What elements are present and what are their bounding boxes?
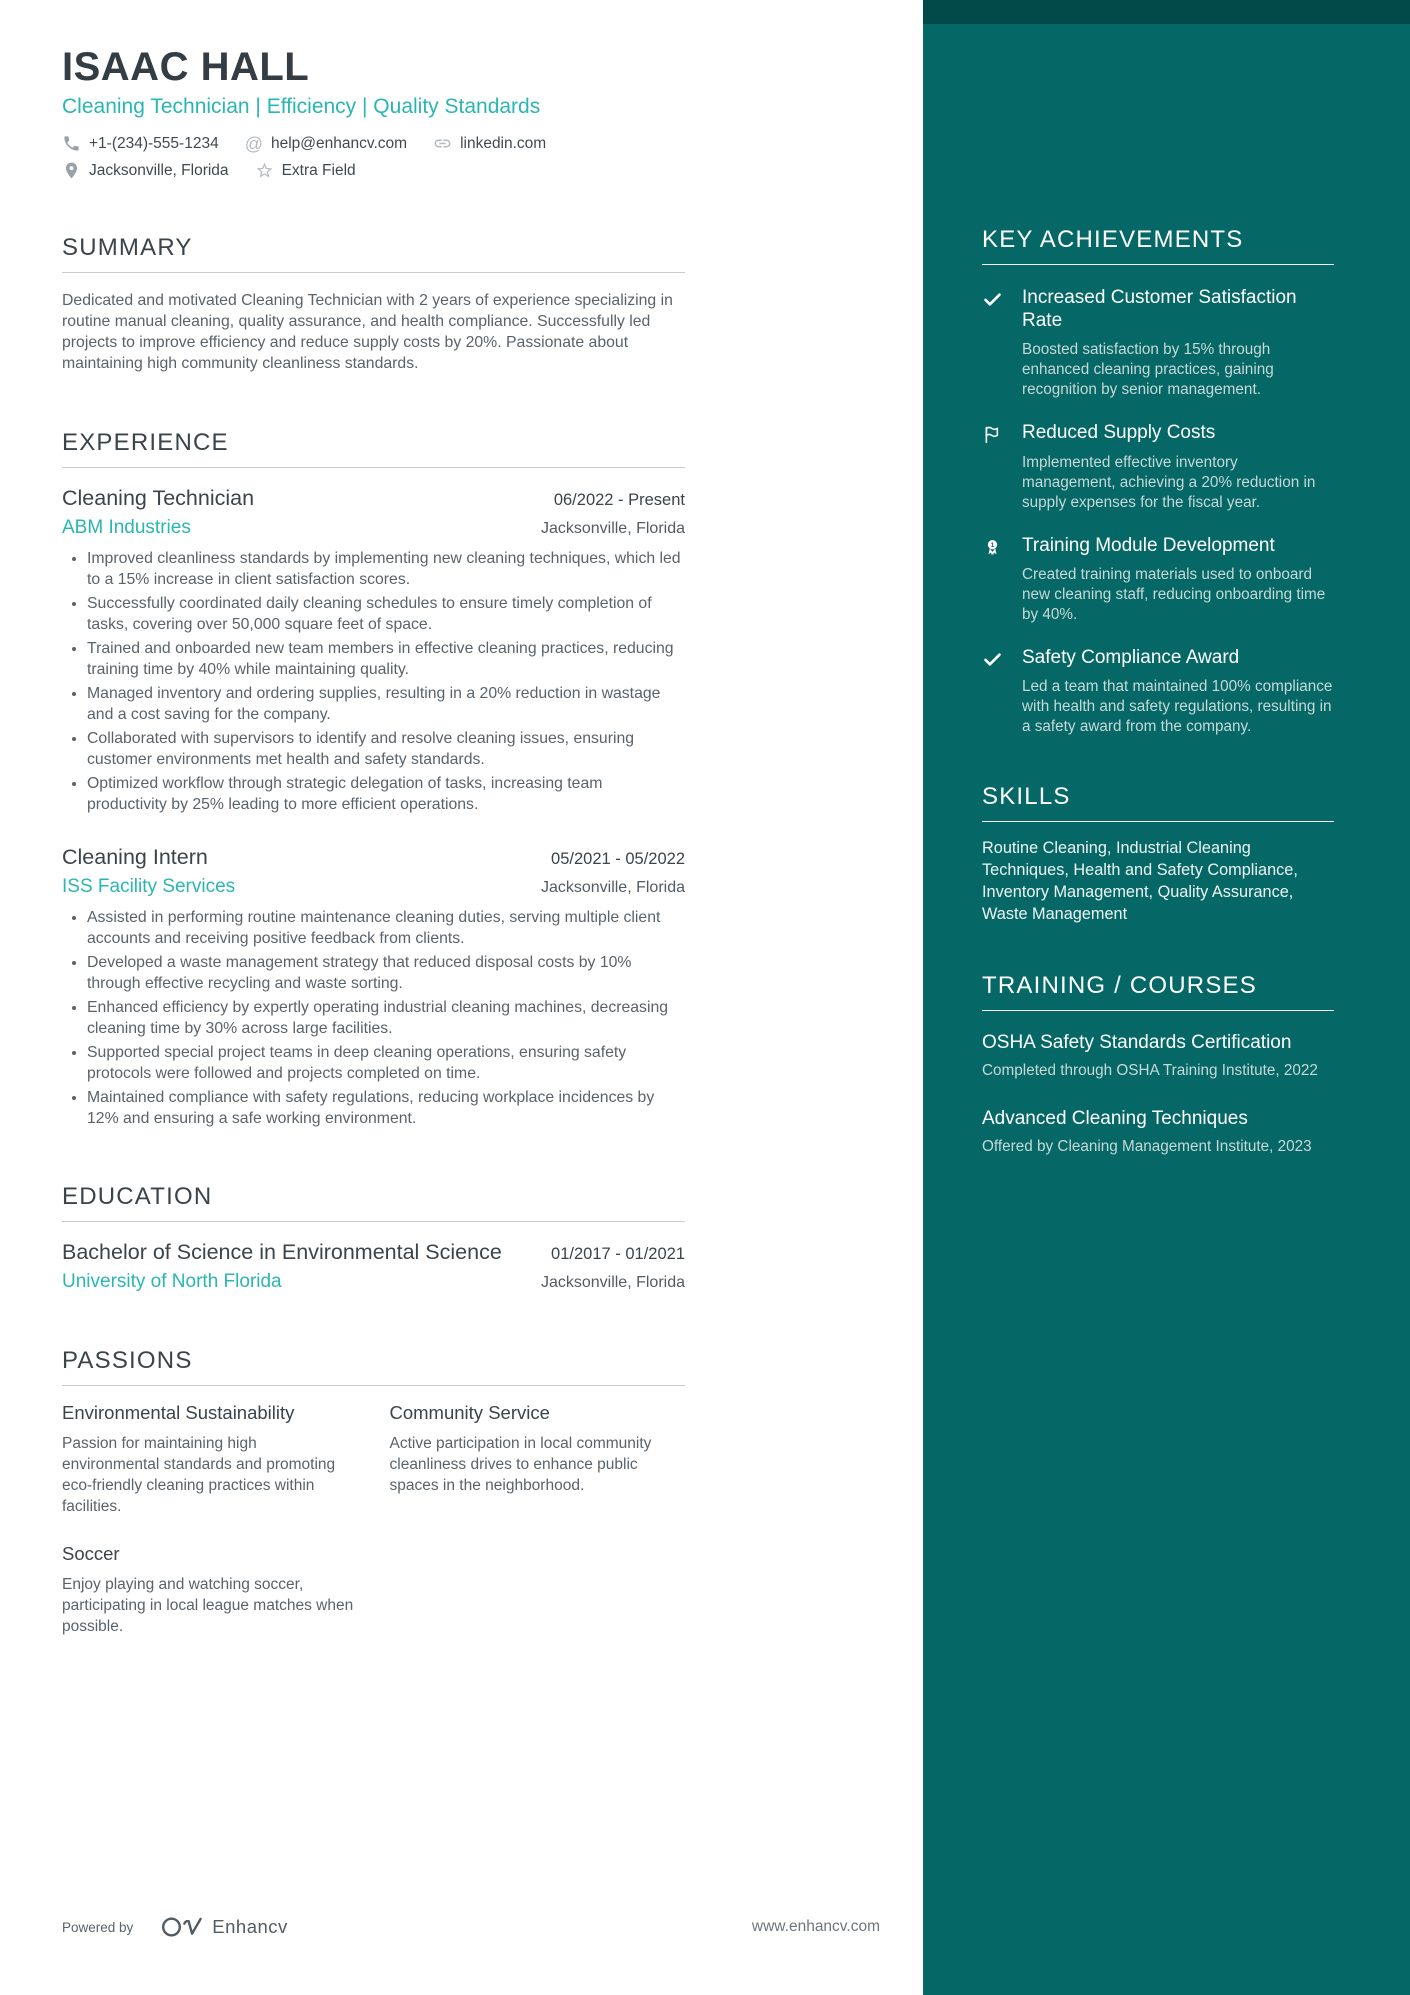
enhancv-logo-icon <box>161 1914 203 1940</box>
section-training-courses <box>982 972 1334 1157</box>
education-heading: EDUCATION <box>62 1182 213 1210</box>
bullet-item: • Improved cleanliness standards by implementing new cleaning techniques, which led to a 15% increase in client satisfaction scores. <box>87 548 685 590</box>
bullet-item: • Trained and onboarded new team members in effective cleaning practices, reducing training time by 40% while maintaining quality. <box>87 638 685 680</box>
linkedin-url[interactable]: linkedin.com <box>460 134 547 152</box>
page-title: ISAAC HALL <box>62 45 310 89</box>
footer <box>62 1914 880 1940</box>
company-name: ABM Industries <box>62 516 191 538</box>
achievement-text: Implemented effective inventory management, achieving a 20% reduction in supply expenses for the fiscal year. <box>1022 453 1316 511</box>
link-icon <box>433 134 452 153</box>
summary-text: Dedicated and motivated Cleaning Technician with 2 years of experience specializing in routine manual cleaning, quality assurance, and health compliance. Successfully led projects to improve efficiency and reduce supply costs by 20%. Passionate about maintaining high community cleanliness standards. <box>62 292 673 373</box>
job-entry <box>62 486 685 815</box>
job-headline: Cleaning Technician | Efficiency | Quality Standards <box>62 95 541 118</box>
achievement-title: Training Module Development <box>1022 534 1275 556</box>
bullet-item: • Assisted in performing routine maintenance cleaning duties, serving multiple client accounts and receiving positive feedback from clients. <box>87 907 685 949</box>
university-name: University of North Florida <box>62 1270 282 1292</box>
passion-item <box>62 1543 358 1637</box>
achievements-heading: KEY ACHIEVEMENTS <box>982 226 1244 253</box>
extra-field-text: Extra Field <box>281 161 356 179</box>
bullet-list <box>62 548 685 815</box>
bullet-item: • Successfully coordinated daily cleaning schedules to ensure timely completion of tasks, covering over 50,000 square feet of space. <box>87 593 685 635</box>
powered-by-label: Powered by <box>62 1919 134 1935</box>
achievement-item <box>982 286 1334 400</box>
job-title: Cleaning Intern <box>62 844 208 869</box>
email-address[interactable]: help@enhancv.com <box>270 134 408 152</box>
job-location: Jacksonville, Florida <box>540 519 685 537</box>
skills-text: Routine Cleaning, Industrial Cleaning Techniques, Health and Safety Compliance, Inventory Management, Quality Assurance, Waste Management <box>982 839 1298 923</box>
passion-text: Active participation in local community cleanliness drives to enhance public spaces in the neighborhood. <box>389 1434 652 1494</box>
at-icon: @ <box>244 133 263 154</box>
passions-heading: PASSIONS <box>62 1346 193 1374</box>
bullet-item: • Optimized workflow through strategic delegation of tasks, increasing team productivity by 25% leading to more efficient operations. <box>87 773 685 815</box>
job-dates: 06/2022 - Present <box>553 490 685 509</box>
course-item <box>982 1031 1334 1081</box>
course-text: Completed through OSHA Training Institute, 2022 <box>982 1061 1318 1079</box>
job-dates: 05/2021 - 05/2022 <box>551 849 685 868</box>
passion-title: Soccer <box>62 1542 120 1564</box>
course-item <box>982 1107 1334 1157</box>
contact-email[interactable] <box>245 135 407 153</box>
job-location: Jacksonville, Florida <box>540 878 685 896</box>
section-key-achievements <box>982 226 1334 737</box>
passion-item <box>62 1402 358 1517</box>
achievement-text: Created training materials used to onboard new cleaning staff, reducing onboarding time by 40%. <box>1022 565 1326 623</box>
section-divider <box>982 1010 1334 1011</box>
company-name: ISS Facility Services <box>62 875 236 897</box>
achievement-item <box>982 646 1334 737</box>
contact-location <box>62 161 229 180</box>
achievement-text: Led a team that maintained 100% compliance with health and safety regulations, resulting in a safety award from the company. <box>1022 678 1333 736</box>
passion-title: Community Service <box>389 1401 550 1423</box>
passion-item <box>390 1402 686 1517</box>
contact-extra-field <box>255 161 356 180</box>
achievement-item <box>982 534 1334 625</box>
section-divider <box>62 272 685 273</box>
section-summary <box>62 234 685 375</box>
achievement-title: Safety Compliance Award <box>1022 646 1240 668</box>
job-title: Cleaning Technician <box>62 485 255 510</box>
bullet-item: • Developed a waste management strategy that reduced disposal costs by 10% through effective recycling and waste sorting. <box>87 952 685 994</box>
brand-name: Enhancv <box>212 1916 288 1937</box>
flag-icon <box>982 424 1003 445</box>
bullet-item: • Maintained compliance with safety regulations, reducing workplace incidences by 12% and ensuring a safe working environment. <box>87 1087 685 1129</box>
section-divider <box>62 467 685 468</box>
course-title: OSHA Safety Standards Certification <box>982 1031 1292 1053</box>
section-divider <box>62 1385 685 1386</box>
bullet-item: • Managed inventory and ordering supplies, resulting in a 20% reduction in wastage and a cost saving for the company. <box>87 683 685 725</box>
website-link[interactable]: www.enhancv.com <box>751 1918 880 1935</box>
contact-phone <box>62 134 219 153</box>
section-divider <box>982 264 1334 265</box>
summary-heading: SUMMARY <box>62 234 193 261</box>
experience-heading: EXPERIENCE <box>62 428 229 456</box>
passion-title: Environmental Sustainability <box>62 1401 295 1423</box>
job-entry <box>62 845 685 1129</box>
bullet-list <box>62 907 685 1129</box>
check-icon <box>982 289 1003 310</box>
course-title: Advanced Cleaning Techniques <box>982 1107 1248 1129</box>
course-text: Offered by Cleaning Management Institute, 2023 <box>982 1137 1312 1155</box>
degree-title: Bachelor of Science in Environmental Science <box>62 1239 502 1264</box>
location-text: Jacksonville, Florida <box>89 161 229 179</box>
section-education <box>62 1183 685 1293</box>
section-divider <box>62 1221 685 1222</box>
contact-linkedin[interactable] <box>433 134 546 153</box>
skills-heading: SKILLS <box>982 783 1071 811</box>
location-pin-icon <box>62 161 81 180</box>
achievement-item <box>982 421 1334 512</box>
bullet-item: • Collaborated with supervisors to identify and resolve cleaning issues, ensuring customer environments met health and safety standards. <box>87 728 685 770</box>
education-dates: 01/2017 - 01/2021 <box>551 1244 685 1263</box>
achievement-title: Reduced Supply Costs <box>1022 422 1216 444</box>
passion-text: Passion for maintaining high environmental standards and promoting eco-friendly cleaning practices within facilities. <box>62 1434 336 1515</box>
contact-bar-row-1 <box>62 134 685 153</box>
resume-header <box>62 46 685 180</box>
svg-text:1: 1 <box>990 541 995 549</box>
section-skills <box>982 783 1334 925</box>
section-divider <box>982 821 1334 822</box>
sidebar-top-strip <box>923 0 1410 24</box>
sidebar <box>923 0 1410 1995</box>
training-heading: TRAINING / COURSES <box>982 971 1257 999</box>
medal-icon <box>982 537 1003 558</box>
phone-icon <box>62 134 81 153</box>
bullet-item: • Enhanced efficiency by expertly operating industrial cleaning machines, decreasing cleaning time by 30% across large facilities. <box>87 997 685 1039</box>
section-passions <box>62 1347 685 1638</box>
section-experience <box>62 429 685 1129</box>
star-icon <box>255 161 274 180</box>
achievement-title: Increased Customer Satisfaction Rate <box>1022 287 1297 332</box>
achievement-text: Boosted satisfaction by 15% through enhanced cleaning practices, gaining recognition by senior management. <box>1022 341 1274 399</box>
education-location: Jacksonville, Florida <box>540 1273 685 1291</box>
phone-number: +1-(234)-555-1234 <box>89 134 219 152</box>
bullet-item: • Supported special project teams in deep cleaning operations, ensuring safety protocols were followed and projects completed on time. <box>87 1042 685 1084</box>
passion-text: Enjoy playing and watching soccer, participating in local league matches when possible. <box>62 1575 354 1636</box>
check-icon <box>982 649 1003 670</box>
education-entry <box>62 1240 685 1293</box>
contact-bar-row-2 <box>62 161 685 180</box>
